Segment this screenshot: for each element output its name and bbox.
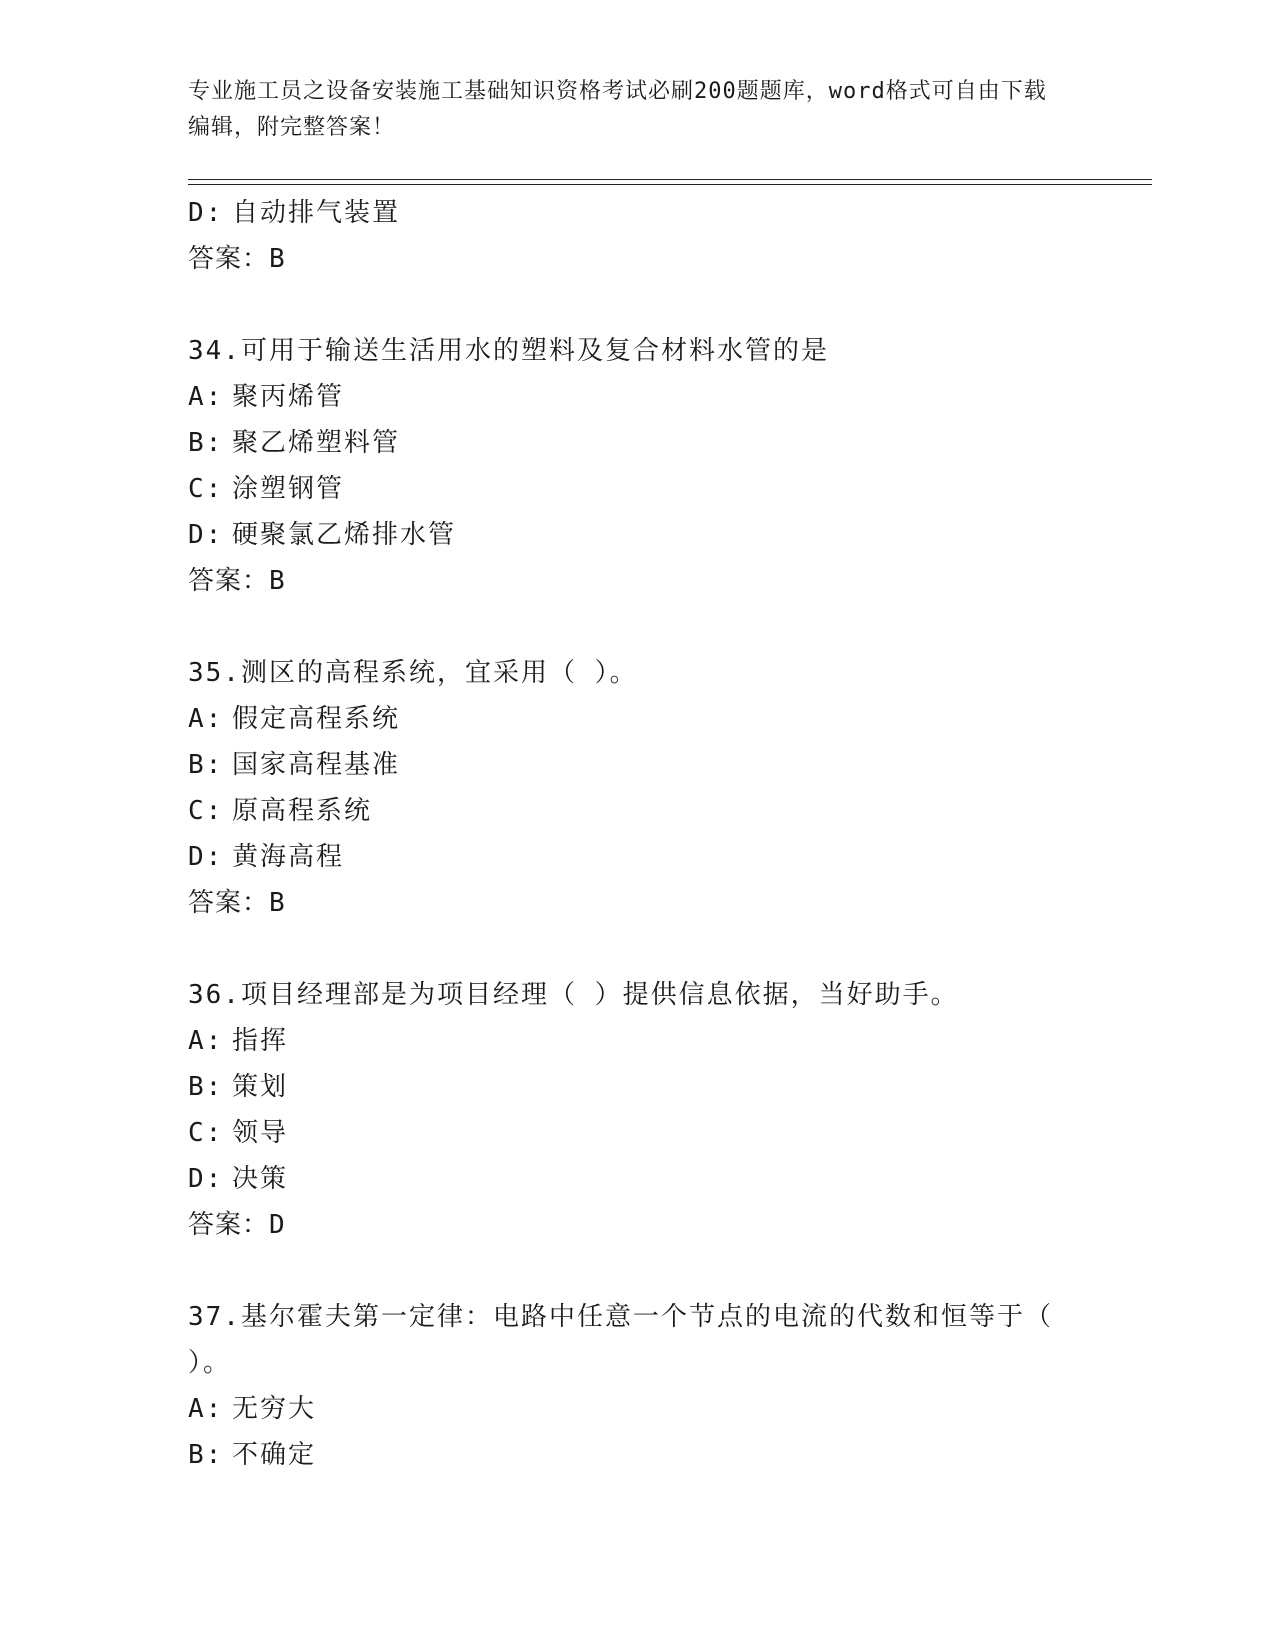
option-line xyxy=(188,788,1152,834)
option-letter: D: xyxy=(188,520,224,550)
option-letter: D: xyxy=(188,1164,224,1194)
option-line xyxy=(188,1156,1152,1202)
option-text: 聚乙烯塑料管 xyxy=(232,428,401,458)
option-text: 原高程系统 xyxy=(232,796,373,826)
option-text: 领导 xyxy=(232,1118,289,1148)
option-line xyxy=(188,466,1152,512)
option-letter: C: xyxy=(188,474,224,504)
answer-line: 答案：D xyxy=(188,1210,286,1240)
option-letter: B: xyxy=(188,428,224,458)
option-text: 不确定 xyxy=(232,1440,317,1470)
spacer xyxy=(188,282,1152,328)
option-line xyxy=(188,512,1152,558)
answer-line: 答案：B xyxy=(188,244,286,274)
option-text: 自动排气装置 xyxy=(232,198,401,228)
option-line xyxy=(188,1110,1152,1156)
option-text: 指挥 xyxy=(232,1026,289,1056)
option-letter: A: xyxy=(188,1026,224,1056)
option-text: 涂塑钢管 xyxy=(232,474,345,504)
option-letter: C: xyxy=(188,796,224,826)
option-letter: D: xyxy=(188,198,224,228)
header-divider-top xyxy=(188,179,1152,180)
option-text: 黄海高程 xyxy=(232,842,345,872)
option-text: 假定高程系统 xyxy=(232,704,401,734)
option-letter: B: xyxy=(188,1440,224,1470)
option-text: 无穷大 xyxy=(232,1394,317,1424)
option-text: 策划 xyxy=(232,1072,289,1102)
option-text: 决策 xyxy=(232,1164,289,1194)
question-stem: 37.基尔霍夫第一定律：电路中任意一个节点的电流的代数和恒等于（ ）。 xyxy=(188,1302,1053,1378)
spacer xyxy=(188,604,1152,650)
header-divider-bottom xyxy=(188,184,1152,185)
option-letter: C: xyxy=(188,1118,224,1148)
option-line xyxy=(188,190,1152,236)
spacer xyxy=(188,926,1152,972)
option-letter: A: xyxy=(188,1394,224,1424)
option-line xyxy=(188,1432,1152,1478)
option-line xyxy=(188,834,1152,880)
option-line xyxy=(188,1018,1152,1064)
option-letter: D: xyxy=(188,842,224,872)
answer-line: 答案：B xyxy=(188,888,286,918)
question-stem: 34.可用于输送生活用水的塑料及复合材料水管的是 xyxy=(188,336,829,366)
document-header: 专业施工员之设备安装施工基础知识资格考试必刷200题题库，word格式可自由下载编辑，附完整答案！ xyxy=(188,79,1047,140)
option-line xyxy=(188,374,1152,420)
option-line xyxy=(188,1386,1152,1432)
question-stem: 36.项目经理部是为项目经理（ ）提供信息依据，当好助手。 xyxy=(188,980,959,1010)
option-line xyxy=(188,696,1152,742)
option-line xyxy=(188,742,1152,788)
option-line xyxy=(188,1064,1152,1110)
option-letter: B: xyxy=(188,1072,224,1102)
answer-line: 答案：B xyxy=(188,566,286,596)
option-text: 国家高程基准 xyxy=(232,750,401,780)
spacer xyxy=(188,1248,1152,1294)
question-stem: 35.测区的高程系统，宜采用（ ）。 xyxy=(188,658,638,688)
option-text: 硬聚氯乙烯排水管 xyxy=(232,520,457,550)
option-letter: B: xyxy=(188,750,224,780)
option-letter: A: xyxy=(188,704,224,734)
option-line xyxy=(188,420,1152,466)
option-letter: A: xyxy=(188,382,224,412)
question-content xyxy=(188,190,1152,1478)
option-text: 聚丙烯管 xyxy=(232,382,345,412)
